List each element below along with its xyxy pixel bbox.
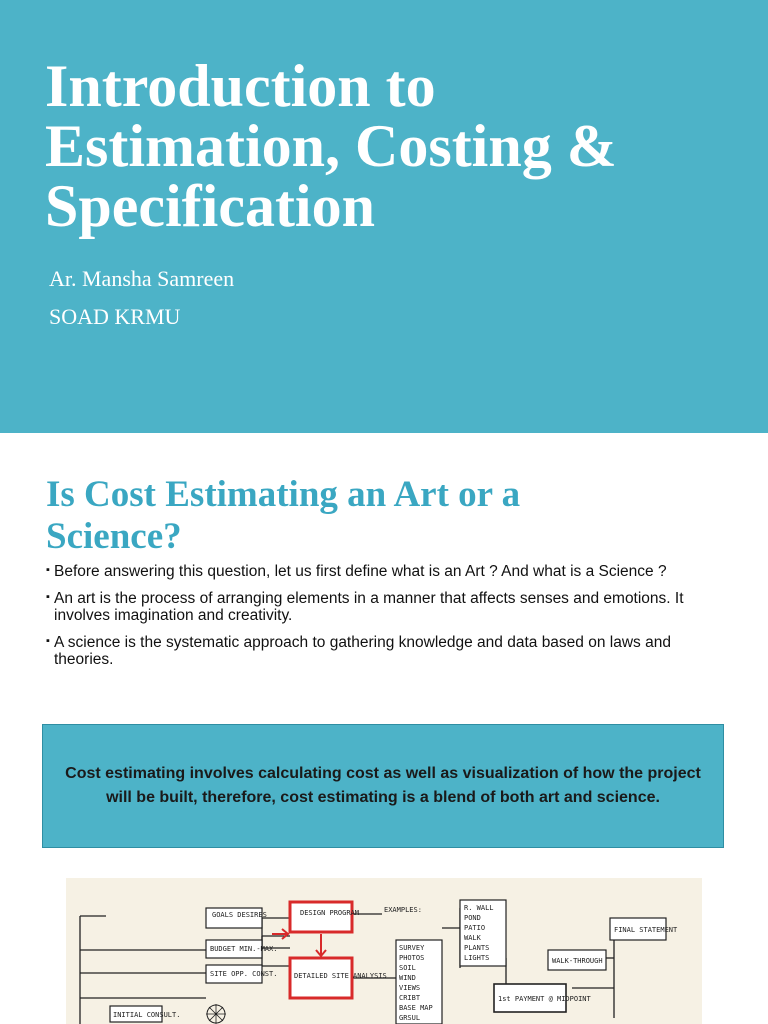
connector-line — [506, 958, 522, 986]
example-item: R. WALL — [464, 904, 494, 912]
survey-item: PHOTOS — [399, 954, 425, 962]
box-budget — [206, 940, 277, 958]
box-label: WALK-THROUGH — [552, 957, 603, 965]
box-label: INITIAL CONSULT. — [113, 1011, 181, 1019]
red-arrow — [316, 934, 326, 956]
survey-item: GRSUL — [399, 1014, 421, 1022]
bullet-text: Before answering this question, let us first define what is an Art ? And what is a Science ? — [54, 563, 667, 580]
slide-title-line: Introduction to — [45, 53, 436, 119]
section-heading-line: Science? — [46, 516, 182, 557]
example-item: PLANTS — [464, 944, 490, 952]
box-final-statement — [610, 918, 678, 940]
example-item: WALK — [464, 934, 481, 942]
section-heading — [46, 474, 746, 558]
example-item: POND — [464, 914, 481, 922]
example-item: LIGHTS — [464, 954, 490, 962]
survey-item: BASE MAP — [399, 1004, 433, 1012]
survey-item: SOIL — [399, 964, 416, 972]
callout-box — [42, 724, 724, 848]
slide-title-line: Estimation, Costing & — [45, 113, 617, 179]
bullet-mark: ▪ — [46, 564, 50, 576]
list-item — [46, 563, 726, 580]
slide-title-line: Specification — [45, 173, 375, 239]
box-label: GOALS DESIRES — [212, 911, 267, 919]
bullet-mark: ▪ — [46, 591, 50, 603]
callout-text: Cost estimating involves calculating cost as well as visualization of how the project will be built, therefore, cost estimating is a blend of both art and science. — [65, 765, 701, 806]
box-design-program — [290, 902, 359, 932]
box-label: DETAILED SITE ANALYSIS — [294, 972, 387, 980]
list-item — [46, 590, 726, 624]
box-label: DESIGN PROGRAM — [300, 909, 360, 917]
bullet-mark: ▪ — [46, 635, 50, 647]
example-item: PATIO — [464, 924, 486, 932]
box-label: SITE OPP. CONST. — [210, 970, 278, 978]
box-label: BUDGET MIN.-MAX. — [210, 945, 278, 953]
process-sketch-diagram — [66, 878, 702, 1024]
organization-name: SOAD KRMU — [49, 304, 181, 329]
bullet-text: An art is the process of arranging elements in a manner that affects senses and emotions. It involves imagination and creativity. — [54, 590, 684, 624]
title-slide — [0, 0, 768, 433]
list-item — [46, 634, 726, 668]
sketch-svg — [66, 878, 702, 1024]
survey-item: VIEWS — [399, 984, 421, 992]
sketch-star-icon — [206, 1004, 226, 1024]
survey-item: CRIBT — [399, 994, 421, 1002]
box-label: 1st PAYMENT @ MIDPOINT — [498, 995, 591, 1003]
box-label: FINAL STATEMENT — [614, 926, 678, 934]
box-examples — [460, 900, 506, 966]
box-site — [206, 965, 277, 983]
box-detailed-site — [290, 958, 387, 998]
connector-line — [442, 908, 460, 968]
bullet-list — [46, 563, 726, 678]
bullet-text: A science is the systematic approach to gathering knowledge and data based on laws and theories. — [54, 634, 671, 668]
box-goals — [206, 908, 267, 928]
box-initial — [110, 1006, 180, 1022]
survey-item: WIND — [399, 974, 416, 982]
box-walk-through — [548, 950, 606, 970]
red-arrow — [272, 929, 288, 939]
examples-label: EXAMPLES: — [384, 906, 422, 914]
slide-title — [45, 53, 745, 239]
section-heading-line: Is Cost Estimating an Art or a — [46, 474, 521, 515]
author-name: Ar. Mansha Samreen — [49, 266, 235, 291]
survey-item: SURVEY — [399, 944, 425, 952]
connector-line — [80, 916, 106, 1024]
box-survey — [396, 940, 442, 1024]
